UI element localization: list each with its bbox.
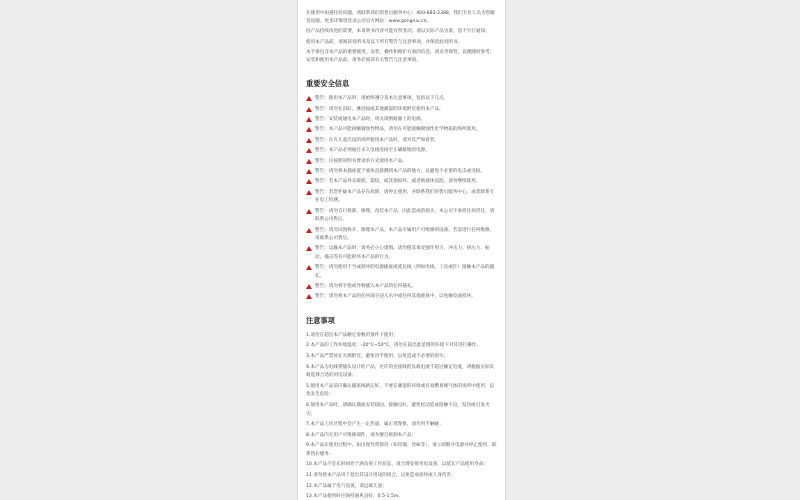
warning-item [306,95,497,103]
warning-item [306,116,497,124]
intro-paragraph: 因产品持续改进的需要，本说明书内容可能有所变动，请以实际产品为准，恕不另行通知。 [306,29,490,35]
warning-triangle-icon [306,96,312,101]
note-item: 3.本产品严禁放在火源附近，避免用手使用，以免造成不必要的损失； [306,353,449,359]
note-item: 7.本产品工作过程中会产生一定热量，属正常现象，请勿用手触碰； [306,422,444,428]
note-item: 8.本产品内无用户可维修部件，请勿擅自拆卸本产品； [306,432,417,438]
note-item: 6.使用本产品时，请确认插座安装稳固，接触良好，避免松动造成接触不良，发热或引发火灾； [306,402,490,417]
note-item: 13.本产品使用时应保持通风良好，0.5-1.5m。 [306,494,403,500]
warning-text: 警告：请勿使用不当或损坏的电源插座或延长线（例如电线、工具或针）接触本产品的插孔。 [315,265,495,279]
intro-block [306,10,497,65]
warning-item [306,178,497,186]
warning-text: 警告：本产品必须通过永久电线连接至正确接地的电源。 [315,148,430,154]
warning-text: 警告：请勿自行拆卸、修理、改装本产品，因此造成的损失，本公司不承担任何责任，请联系公司售后。 [315,208,495,223]
warning-triangle-icon [306,284,312,289]
note-item: 9.本产品在使用过程中，如出现异常情况（如冒烟、异味等），请立即断开电源并停止使用，联系售后服务； [306,443,497,457]
warning-item [306,137,497,145]
document-page [297,0,506,500]
note-item: 11.请勿将本产品用于超出其设计用途的场合，以免造成损坏或人身伤害； [306,473,456,479]
warning-triangle-icon [306,117,312,122]
warning-text: 警告：使用本产品时，请始终遵守基本注意事项，包括以下几点。 [315,96,449,102]
intro-paragraph: 在使用中如遇任何问题，请联系我们的售后服务中心：400-883-2388，我们专业人员为您解答问题。更多详情请登录公司官方网站：www.gongniu.cn。 [306,11,495,25]
warning-item [306,126,497,134]
warning-item [306,147,497,155]
warning-text: 警告：若本产品外壳破损、裂纹、或其他损坏、或者被液体浸泡，请勿继续使用。 [315,179,481,185]
note-item: 1.请勿在超出本产品额定参数的条件下使用； [306,332,398,338]
warning-text: 警告：若您怀疑本产品存在故障，请停止使用，并联系我们的售后服务中心，或者联系专业电工检测。 [315,189,495,204]
note-item: 10.本产品不宜长时间处于满负荷工作状态，请合理安排用电设备，以延长产品使用寿命； [306,462,488,468]
warning-item [306,264,497,281]
warning-item [306,168,497,176]
safety-warning-list [306,95,497,302]
warning-triangle-icon [306,148,312,153]
warning-text: 警告：请勿在浴缸、淋浴间或其他潮湿的环境附近使用本产品。 [315,106,444,112]
warning-triangle-icon [306,138,312,143]
note-item: 12.本产品属于电气设备，请远离儿童； [306,483,387,489]
warning-triangle-icon [306,190,312,195]
warning-item [306,227,497,244]
warning-text: 警告：安装或通电本产品时，请关闭断路器上的电源。 [315,117,426,123]
warning-triangle-icon [306,169,312,174]
warning-item [306,208,497,225]
warning-item [306,283,497,291]
warning-text: 警告：在有儿童出没的场所使用本产品时，请对其严加看管。 [315,137,440,143]
warning-text: 警告：请勿将本插座置于液体直接溅到本产品的地方，以避免不必要的电击或受损。 [315,169,485,175]
note-item: 4.本产品为电线带插头设计的产品，允许的连接线的负载电流不超过额定电流，请根据实际负载选择合适的用电设备； [306,364,495,379]
intro-paragraph: 本手册包含本产品的重要使用，安装，操作和维护方面的信息，请妥善保管，以便随时参考；安装和使用本产品前，请务必阅读有关警告与注意事项。 [306,49,495,64]
warning-triangle-icon [306,265,312,270]
note-item: 2.本产品的工作环境温度：-20°C~50°C，请勿在超出此范围的环境下对其进行操作。 [306,343,481,349]
warning-text: 警告：请勿将手指或异物插入本产品的任何插孔。 [315,283,417,289]
warning-text: 警告：本产品可能接触腐蚀性物品，请勿在可能接触腐蚀性化学物质的场所使用。 [315,127,481,133]
notes-title: 注意事项 [306,315,335,325]
warning-triangle-icon [306,228,312,233]
warning-triangle-icon [306,159,312,164]
warning-triangle-icon [306,294,312,299]
warning-triangle-icon [306,127,312,132]
warning-item [306,106,497,114]
warning-item [306,245,497,262]
warning-triangle-icon [306,179,312,184]
warning-item [306,189,497,206]
warning-text: 警告：请勿试图拆开、修理本产品。本产品不属用户可维修的设备。若需进行任何维修，请联系公司售后。 [315,227,495,241]
warning-text: 警告：仅按照说明书要求的方式使用本产品。 [315,158,407,164]
warning-text: 警告：运输本产品时，请务必小心谨慎。请勿使其承受强作用力、冲击力、挤压力、振动、撞击等有可能损坏本产品的行为。 [315,246,490,260]
warning-triangle-icon [306,107,312,112]
warning-item [306,158,497,166]
warning-triangle-icon [306,209,312,214]
note-item: 5.使用本产品前应确认插座线路完好，不要在潮湿的环境或有易燃易爆气体的场所中使用，以免发生危险； [306,383,495,398]
intro-paragraph: 使用本产品前，请阅读说明书及以下所有警告与注意事项，并保留此说明书。 [306,39,463,45]
notes-list [306,332,497,500]
warning-triangle-icon [306,246,312,251]
warning-text: 警告：请勿将本产品的任何部分浸入水中或任何其他液体中，以免触电或损坏。 [315,294,476,300]
safety-title: 重要安全信息 [306,79,350,89]
warning-item [306,293,497,301]
